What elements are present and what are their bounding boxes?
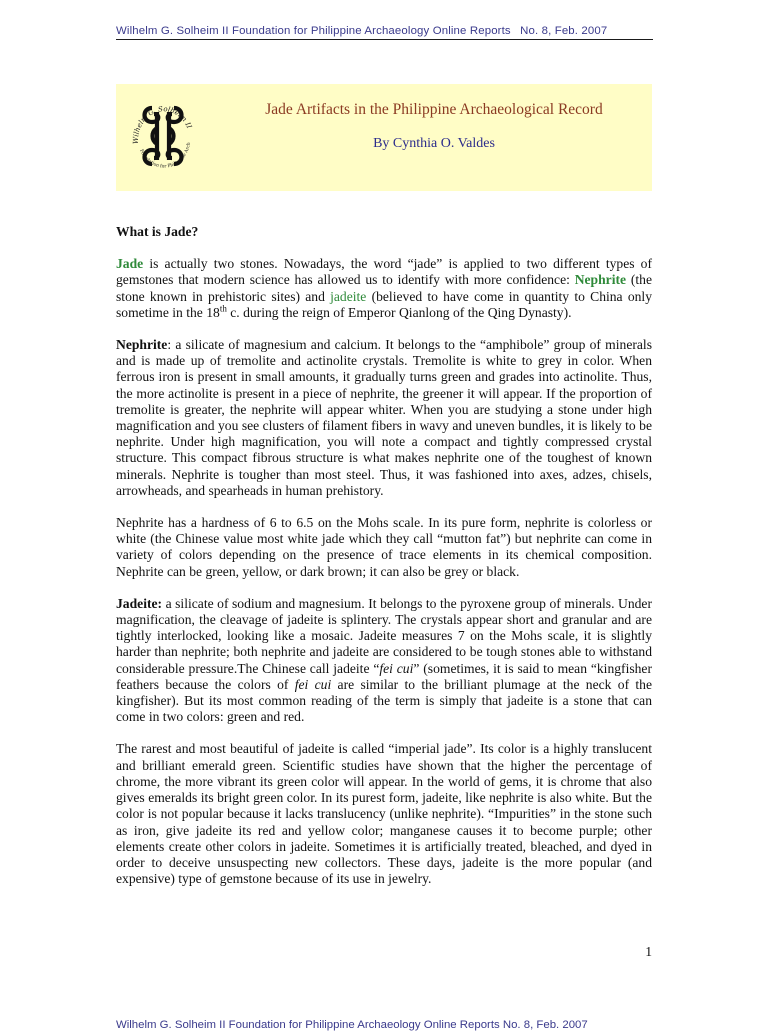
publication-name: Wilhelm G. Solheim II Foundation for Philippine Archaeology Online Reports [116, 25, 511, 37]
term-nephrite-bold: Nephrite [116, 337, 168, 353]
text-run: : a silicate of magnesium and calcium. It belongs to the “amphibole” group of minerals and is made up of tremolite and actinolite crystals. Tremolite is white to grey in color. When ferrous iron is present in small amounts, it gradually turns green and grades into actinolite. Thus, the more actinolite is present in a piece of nephrite, the greener it will appear. If the proportion of tremolite is greater, the nephrite will appear whiter. When you are studying a stone under high magnification and you see clusters of filament fibers in wavy and uneven bundles, it is likely to be nephrite. Under high magnification, you will note a compact and tightly compressed crystal structure. This compact fibrous structure is what makes nephrite one of the toughest of known minerals. Nephrite is tougher than most steel. Thus, it was fashioned into axes, adzes, chisels, arrowheads, and spearheads in human prehistory. [116, 337, 652, 498]
superscript: th [219, 303, 227, 314]
text-run: c. during the reign of Emperor Qianlong of the Qing Dynasty). [226, 304, 572, 320]
term-fei-cui: fei cui [379, 660, 414, 676]
paragraph-jadeite [116, 596, 652, 726]
author-byline: By Cynthia O. Valdes [373, 136, 495, 151]
text-run: a silicate of sodium and magnesium. It belongs to the pyroxene group of minerals. Under magnification, the cleavage of jadeite is splintery. The crystals appear short and granular and are tightly interlocked, looking like a mosaic. Jadeite measures 7 on the Mohs scale, it is slightly harder than nephrite; both nephrite and jadeite are considered to be tough stones able to withstand considerable pressure.The Chinese call jadeite “ [116, 595, 652, 676]
paragraph-imperial-jade: The rarest and most beautiful of jadeite is called “imperial jade”. Its color is a highly translucent and brilliant emerald green. Scientific studies have shown that the higher the percentage of chrome, the more vibrant its green color will appear. In the world of gems, it is chrome that also gives emeralds its bright green color. In its purest form, jadeite, like nephrite is also white. But the color is not popular because it lacks translucency (unlike nephrite). “Impurities” in the stone such as iron, give jadeite its red and yellow color; manganese causes it to become purple; other elements create other colors in jadeite. Sometimes it is artificially treated, bleached, and dyed in order to deceive unsuspecting new collectors. These days, jadeite is the more popular (and expensive) type of gemstone because of its use in jewelry. [116, 741, 652, 887]
issue-number: No. 8, Feb. 2007 [502, 1019, 588, 1031]
next-page-header-cropped [116, 1019, 653, 1031]
paragraph-nephrite [116, 337, 652, 499]
foundation-logo-icon [130, 92, 196, 180]
text-run: ” (sometimes, it is said to mean “kingfisher feathers because the colors of [116, 660, 652, 692]
page-number: 1 [645, 944, 652, 959]
section-heading: What is Jade? [116, 224, 199, 239]
svg-text:Foundation for Philippine Arch: Foundation for Philippine Arch [138, 142, 192, 170]
text-run: (the stone known in prehistoric sites) and [116, 272, 652, 304]
term-jadeite-bold: Jadeite: [116, 595, 163, 611]
text-run: are similar to the brilliant plumage at the neck of the kingfisher). But its most common reading of the term is simply that jadeite is a stone that can come in two colors: green and red. [116, 676, 653, 725]
running-header [116, 25, 653, 40]
publication-name: Wilhelm G. Solheim II Foundation for Philippine Archaeology Online Reports [116, 1019, 500, 1031]
title-box [116, 84, 652, 191]
term-fei-cui: fei cui [294, 676, 332, 692]
paragraph-nephrite-hardness: Nephrite has a hardness of 6 to 6.5 on the Mohs scale. In its pure form, nephrite is colorless or white (the Chinese value most white jade which they call “mutton fat”) but nephrite can come in variety of colors depending on the presence of trace elements in its chemical composition. Nephrite can be green, yellow, or dark brown; it can also be grey or black. [116, 515, 652, 579]
term-jade: Jade [116, 256, 144, 272]
issue-number: No. 8, Feb. 2007 [520, 25, 608, 37]
svg-text:Wilhelm G. Solheim II: Wilhelm G. Solheim II [131, 105, 194, 145]
article-body [116, 224, 652, 903]
term-jadeite: jadeite [330, 288, 367, 304]
paragraph-jade-intro [116, 256, 652, 321]
term-nephrite: Nephrite [574, 272, 627, 288]
text-run: (believed to have come in quantity to China only sometime in the 18 [116, 288, 652, 320]
text-run: is actually two stones. Nowadays, the word “jade” is applied to two different types of gemstones that modern science has allowed us to identify with more confidence: [116, 256, 652, 288]
report-title: Jade Artifacts in the Philippine Archaeological Record [265, 101, 603, 118]
